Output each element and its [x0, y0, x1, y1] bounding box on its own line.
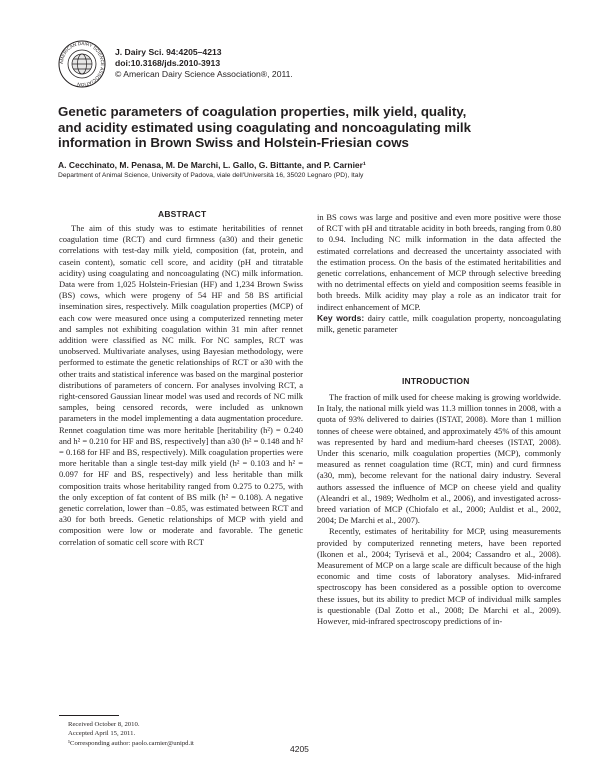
- journal-info: [115, 47, 293, 80]
- logo-ring-text: AMERICAN DAIRY SCIENCE ASSOCIATION: [58, 40, 106, 88]
- introduction-heading: INTRODUCTION: [402, 376, 470, 386]
- title-line: Genetic parameters of coagulation properties, milk yield, quality,: [58, 104, 467, 119]
- journal-logo: [58, 40, 106, 88]
- doi[interactable]: doi:10.3168/jds.2010-3913: [115, 58, 221, 68]
- title-line: and acidity estimated using coagulating and noncoagulating milk: [58, 119, 471, 135]
- abstract-heading: ABSTRACT: [158, 209, 207, 219]
- introduction-text: [317, 392, 561, 627]
- journal-citation: J. Dairy Sci. 94:4205–4213: [115, 47, 222, 57]
- keywords: [317, 313, 561, 335]
- article-title: [58, 104, 558, 151]
- page-number: 4205: [290, 744, 309, 754]
- intro-paragraph: Recently, estimates of heritability for MCP, using measurements provided by computerized renneting meters, have been reported (Ikonen et al., 2004; Tyrisevä et al., 2004; Cassandro et al., 2008). Measurement of MCP on a large scale are difficult because of the high economic and time costs of laboratory analyses. Mid-infrared spectroscopy has been considered as a possible option to overcome these issues, but its ability to predict MCP of individual milk samples is questionable (Dal Zotto et al., 2008; De Marchi et al., 2009). However, mid-infrared spectroscopy predictions of in-: [317, 526, 561, 627]
- footnote-divider: [59, 715, 119, 716]
- authors: A. Cecchinato, M. Penasa, M. De Marchi, L. Gallo, G. Bittante, and P. Carnier¹: [58, 160, 366, 170]
- keywords-text: dairy cattle, milk coagulation property, noncoagulating milk, genetic parameter: [317, 312, 561, 335]
- affiliation: Department of Animal Science, University of Padova, viale dell'Università 16, 35020 Legnaro (PD), Italy: [58, 172, 364, 179]
- received-date: Received October 8, 2010.: [68, 721, 140, 728]
- title-line: information in Brown Swiss and Holstein-Friesian cows: [58, 135, 409, 150]
- abstract-continued: in BS cows was large and positive and even more positive were those of RCT with pH and titratable acidity in both breeds, ranging from 0.80 to 0.94. Including NC milk information in the data affected the estimated correlations and decreased the uncertainty associated with the estimation process. On the basis of the estimated heritabilities and genetic correlations, enhancement of MCP through selective breeding with no detrimental effects on yield and composition seems feasible in both breeds. Milk acidity may play a role as an indicator trait for indirect enhancement of MCP.: [317, 212, 561, 312]
- keywords-label: Key words:: [317, 312, 365, 323]
- abstract-text: The aim of this study was to estimate heritabilities of rennet coagulation time (RCT) and curd firmness (a30) and their genetic correlations with test-day milk yield, composition (fat, protein, and casein content), somatic cell score, and acidity (pH and titratable acidity) using coagulating and noncoagulating (NC) milk information. Data were from 1,025 Holstein-Friesian (HF) and 1,234 Brown Swiss (BS) cows, which were progeny of 54 HF and 58 BS artificial insemination sires, respectively. Milk coagulation properties (MCP) of each cow were measured once using a computerized renneting meter and samples not exhibiting coagulation within 31 min after rennet addition were classified as NC milk. For NC samples, RCT was unobserved. Multivariate analyses, using Bayesian methodology, were performed to estimate the genetic relationships of RCT or a30 with the other traits and statistical inference was based on the marginal posterior distributions of parameters of concern. For analyses involving RCT, a right-censored Gaussian linear model was used and records of NC milk samples, being censored records, were included as unknown parameters in the model implementing a data augmentation procedure. Rennet coagulation time was more heritable [heritability (h²) = 0.240 and h² = 0.210 for HF and BS, respectively] than a30 (h² = 0.148 and h² = 0.168 for HF and BS, respectively). Milk coagulation properties were more heritable than a single test-day milk yield (h² = 0.103 and h² = 0.097 for HF and BS, respectively) and less heritable than milk composition traits whose heritability ranged from 0.275 to 0.275, with the only exception of fat content of BS milk (h² = 0.108). A negative genetic correlation, lower than −0.85, was estimated between RCT and a30 for both breeds. Genetic relationships of MCP with yield and composition were low or moderate and favorable. The genetic correlation of somatic cell score with RCT: [59, 223, 303, 547]
- intro-paragraph: The fraction of milk used for cheese making is growing worldwide. In Italy, the national milk yield was 11.3 million tonnes in 2008, with a quota of 93% delivered to dairies (ISTAT, 2008). More than 1 million tonnes of cheese were obtained, and approximately 45% of this amount was represented by hard and medium-hard cheeses (ISTAT, 2008). Under this scenario, milk coagulation properties (MCP), commonly measured as rennet coagulation time (RCT, min) and curd firmness (a30, mm), become relevant for the national dairy industry. Several authors assessed the influence of MCP on cheese yield and quality (Aleandri et al., 1989; Wedholm et al., 2006), and investigated across-breed variation of MCP (Chiofalo et al., 2000; Auldist et al., 2002, 2004; De Marchi et al., 2007).: [317, 392, 561, 526]
- footnotes: [68, 720, 194, 748]
- copyright: © American Dairy Science Association®, 2011.: [115, 69, 293, 79]
- corresponding-author[interactable]: ¹Corresponding author: paolo.carnier@unipd.it: [68, 739, 194, 747]
- accepted-date: Accepted April 15, 2011.: [68, 730, 136, 738]
- globe-icon: [72, 54, 92, 74]
- right-column: [317, 212, 561, 335]
